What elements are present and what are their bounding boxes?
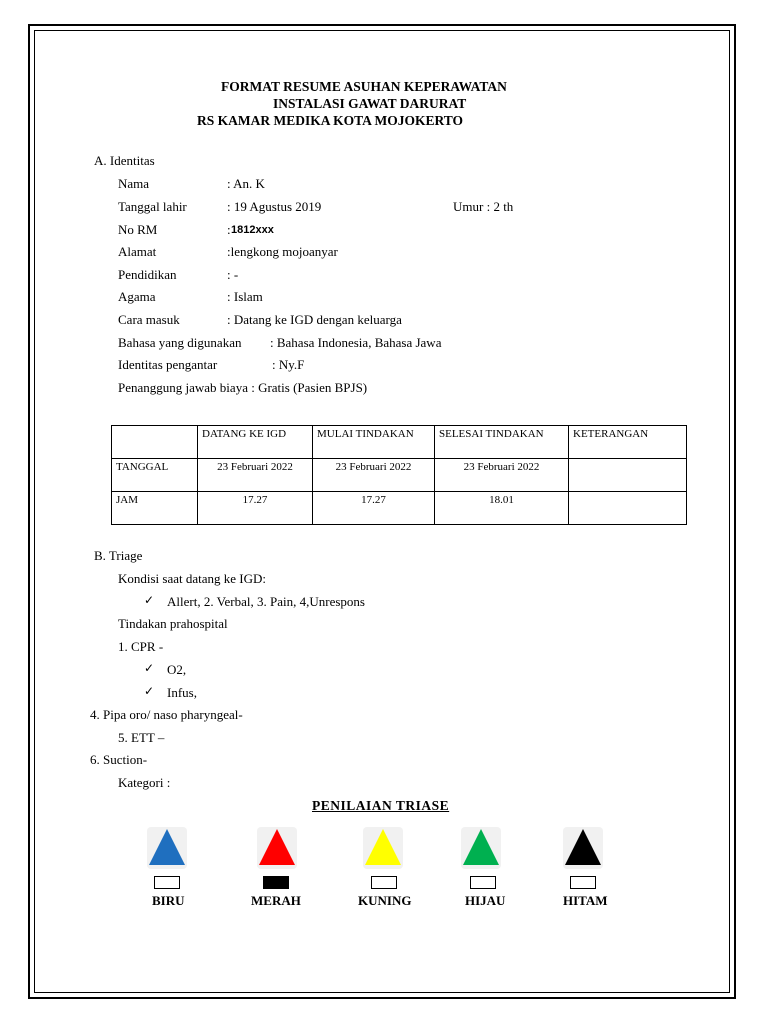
black-triangle-icon xyxy=(565,829,601,865)
agama-label: Agama xyxy=(118,289,156,304)
table-cell: 23 Februari 2022 xyxy=(435,459,569,492)
kondisi-item: Allert, 2. Verbal, 3. Pain, 4,Unrespons xyxy=(167,594,365,609)
tindakan-label: Tindakan prahospital xyxy=(118,616,228,631)
time-table xyxy=(111,425,687,525)
hijau-checkbox[interactable] xyxy=(470,876,496,889)
alamat-value: :lengkong mojoanyar xyxy=(227,244,338,259)
table-header-cell: MULAI TINDAKAN xyxy=(313,426,435,459)
green-triangle-icon xyxy=(463,829,499,865)
title-line-2: INSTALASI GAWAT DARURAT xyxy=(273,96,467,111)
pendidikan-label: Pendidikan xyxy=(118,267,177,282)
table-cell: TANGGAL xyxy=(112,459,198,492)
no-rm-colon: : xyxy=(227,222,231,237)
kategori-label: Kategori : xyxy=(118,775,171,790)
bahasa-label: Bahasa yang digunakan xyxy=(118,335,242,350)
nama-label: Nama xyxy=(118,176,150,191)
cara-masuk-label: Cara masuk xyxy=(118,312,180,327)
cpr-item: 1. CPR - xyxy=(118,639,164,654)
table-header-cell: DATANG KE IGD xyxy=(198,426,313,459)
table-header-cell: KETERANGAN xyxy=(569,426,687,459)
bahasa-value: : Bahasa Indonesia, Bahasa Jawa xyxy=(270,335,442,350)
table-cell: JAM xyxy=(112,492,198,525)
table-cell: 18.01 xyxy=(435,492,569,525)
table-row xyxy=(112,492,687,525)
title-line-1: FORMAT RESUME ASUHAN KEPERAWATAN xyxy=(221,79,507,94)
no-rm-label: No RM xyxy=(118,222,158,237)
yellow-triangle-icon xyxy=(365,829,401,865)
biru-label: BIRU xyxy=(152,893,185,908)
table-header-cell xyxy=(112,426,198,459)
umur-value: Umur : 2 th xyxy=(453,199,514,214)
hijau-label: HIJAU xyxy=(465,893,506,908)
no-rm-value: 1812xxx xyxy=(231,224,274,236)
nama-value: : An. K xyxy=(227,176,265,191)
suction-item: 6. Suction- xyxy=(90,752,148,767)
penanggung-jawab: Penanggung jawab biaya : Gratis (Pasien BPJS) xyxy=(118,380,368,395)
table-cell: 17.27 xyxy=(313,492,435,525)
red-triangle-icon xyxy=(259,829,295,865)
blue-triangle-icon xyxy=(149,829,185,865)
agama-value: : Islam xyxy=(227,289,263,304)
tanggal-lahir-label: Tanggal lahir xyxy=(118,199,187,214)
check-icon: ✓ xyxy=(144,661,155,675)
pipa-item: 4. Pipa oro/ naso pharyngeal- xyxy=(90,707,243,722)
table-cell: 17.27 xyxy=(198,492,313,525)
table-cell: 23 Februari 2022 xyxy=(198,459,313,492)
infus-item: Infus, xyxy=(167,685,197,700)
hitam-checkbox[interactable] xyxy=(570,876,596,889)
pengantar-value: : Ny.F xyxy=(272,357,305,372)
biru-checkbox[interactable] xyxy=(154,876,180,889)
table-cell xyxy=(569,492,687,525)
check-icon: ✓ xyxy=(144,684,155,698)
table-cell xyxy=(569,459,687,492)
ett-item: 5. ETT – xyxy=(118,730,165,745)
title-line-3: RS KAMAR MEDIKA KOTA MOJOKERTO xyxy=(197,113,464,128)
tanggal-lahir-value: : 19 Agustus 2019 xyxy=(227,199,322,214)
o2-item: O2, xyxy=(167,662,187,677)
section-a-heading: A. Identitas xyxy=(94,153,155,168)
hitam-label: HITAM xyxy=(563,893,608,908)
penilaian-title: PENILAIAN TRIASE xyxy=(312,798,450,813)
pendidikan-value: : - xyxy=(227,267,239,282)
kuning-checkbox[interactable] xyxy=(371,876,397,889)
table-header-cell: SELESAI TINDAKAN xyxy=(435,426,569,459)
merah-checkbox-checked[interactable] xyxy=(263,876,289,889)
kondisi-label: Kondisi saat datang ke IGD: xyxy=(118,571,267,586)
table-cell: 23 Februari 2022 xyxy=(313,459,435,492)
section-b-heading: B. Triage xyxy=(94,548,143,563)
table-row xyxy=(112,459,687,492)
kuning-label: KUNING xyxy=(358,893,412,908)
pengantar-label: Identitas pengantar xyxy=(118,357,218,372)
cara-masuk-value: : Datang ke IGD dengan keluarga xyxy=(227,312,402,327)
table-header-row xyxy=(112,426,687,459)
merah-label: MERAH xyxy=(251,893,301,908)
alamat-label: Alamat xyxy=(118,244,157,259)
check-icon: ✓ xyxy=(144,593,155,607)
